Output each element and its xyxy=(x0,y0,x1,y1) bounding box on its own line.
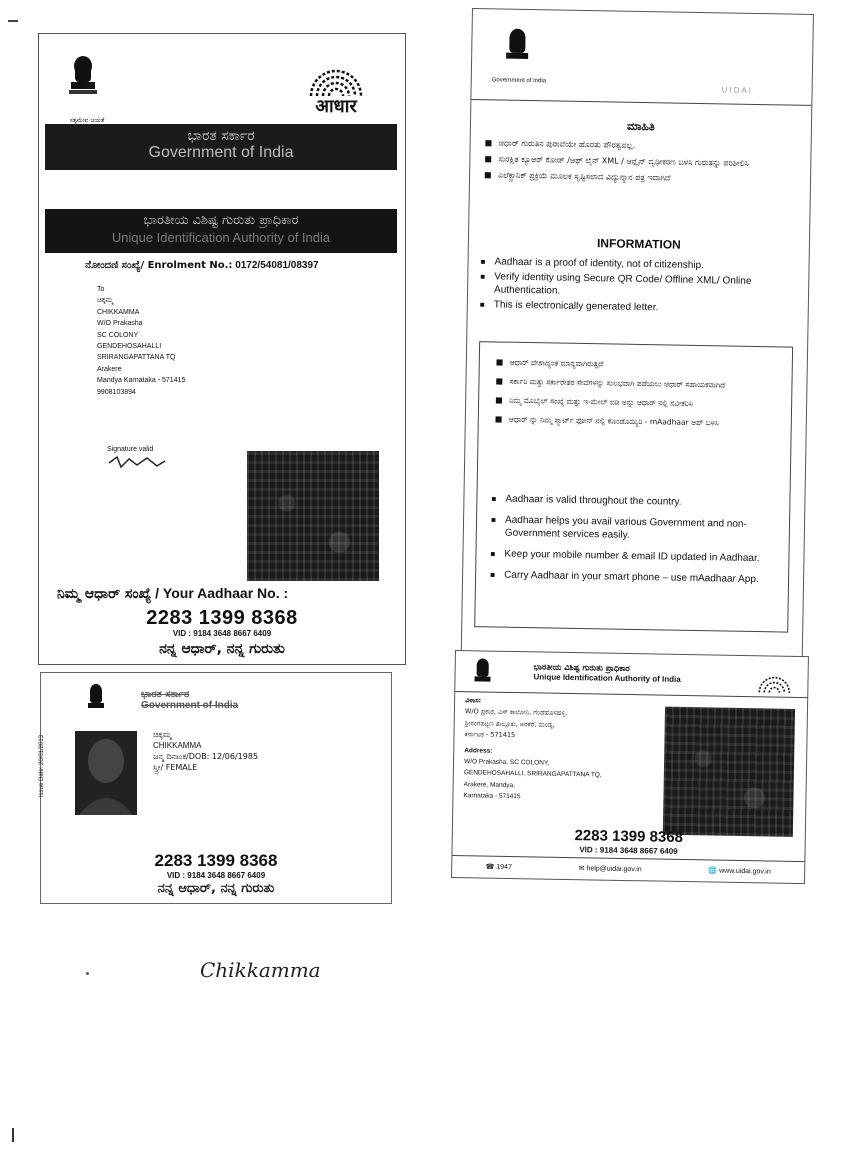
card-tagline: ನನ್ನ ಆಧಾರ್, ನನ್ನ ಗುರುತು xyxy=(157,881,275,896)
globe-icon: 🌐 xyxy=(708,867,718,875)
address-line: To xyxy=(97,286,105,293)
vid-number: VID : 9184 3648 8667 6409 xyxy=(172,629,272,638)
signature-scribble-icon xyxy=(107,453,167,473)
phone-icon: ☎ xyxy=(485,863,495,871)
uidai-kannada: ಭಾರತೀಯ ವಿಶಿಷ್ಟ ಗುರುತು ಪ್ರಾಧಿಕಾರ xyxy=(143,213,299,228)
kannada-benefits-list xyxy=(495,356,766,429)
address-line: 9908103894 xyxy=(97,388,136,396)
list-item: ■ ಸುರಕ್ಷಿತ ಕ್ಯೂಆರ್ ಕೋಡ್ /ಆಫ್ ಲೈನ್ XML / ಆನ್ಲೈನ್ ದೃಢೀಕರಣ ಬಳಸಿ ಗುರುತನ್ನು ಪರಿಶೀಲಿಸಿ xyxy=(484,153,784,170)
national-emblem-icon xyxy=(471,657,494,691)
left-aadhaar-letter xyxy=(38,33,406,665)
government-banner xyxy=(45,124,397,170)
aadhaar-logo-icon xyxy=(755,670,793,697)
scan-mark xyxy=(8,20,18,22)
gov-english: Government of India xyxy=(148,144,294,161)
aadhaar-number: 2283 1399 8368 xyxy=(146,607,298,629)
footer-email: ✉ help@uidai.gov.in xyxy=(578,865,642,874)
card-address: ವಿಳಾಸ: W/O ಪ್ರಕಾಶ, ಎಸ್ ಕಾಲೋನಿ, ಗೆಂಡೆಹೊಸಹಳ್ಳಿ, ಶ್ರೀರಂಗಪಟ್ಟಣ ತಾಲ್ಲೂಕು, ಅರಕೆರೆ, ಮಂಡ್ಯ, ಕರ್ನಾಟಕ - 571415 Address: W/O Prakasha, SC COLONY, GENDEHOSAHALLI, SRIRANGAPATTANA TQ, Arakere, Mandya, Karnataka - 571415 xyxy=(463,696,602,801)
kannada-info-list xyxy=(484,137,785,186)
list-item: ■ Carry Aadhaar in your smart phone – use mAadhaar App. xyxy=(490,568,774,586)
card-footer xyxy=(452,855,804,882)
card-header-uidai: ಭಾರತೀಯ ವಿಶಿಷ್ಟ ಗುರುತು ಪ್ರಾಧಿಕಾರ Unique Identification Authority of India xyxy=(533,662,681,684)
heading-information: INFORMATION xyxy=(596,236,681,252)
uidai-banner xyxy=(45,209,397,253)
national-emblem-icon xyxy=(65,52,101,112)
information-list xyxy=(480,255,799,317)
signature-label: Signature valid xyxy=(107,446,154,453)
handwritten-signature: Chikkamma xyxy=(200,958,321,982)
address-line: SC COLONY xyxy=(97,331,139,339)
gov-kannada: ಭಾರತ ಸರ್ಕಾರ xyxy=(187,128,255,144)
signature-valid xyxy=(107,446,167,475)
scan-mark xyxy=(86,972,89,975)
footer-phone: ☎ 1947 xyxy=(485,863,512,872)
list-item: ■ This is electronically generated letter. xyxy=(480,298,798,317)
aadhaar-logo-text: आधार xyxy=(315,96,357,117)
holder-photo xyxy=(75,731,137,815)
national-emblem-icon xyxy=(502,26,533,77)
card-vid: VID : 9184 3648 8667 6409 xyxy=(579,845,678,856)
scan-mark xyxy=(12,1128,14,1142)
address-line: ಚಿಕ್ಕಮ್ಮ xyxy=(97,296,114,305)
list-item: ■ ಆಧಾರ್ ನ್ನು ನಿಮ್ಮ ಸ್ಮಾರ್ಟ್ ಫೋನ್ ನಲ್ಲಿ ಕೊಂಡೊಯ್ಯಿರಿ - mAadhaar ಆಪ್ ಬಳಸಿ xyxy=(495,413,765,429)
aadhaar-benefits-box xyxy=(474,341,793,632)
card-vid: VID : 9184 3648 8667 6409 xyxy=(166,871,266,880)
address-line: Arakere xyxy=(97,365,122,373)
list-item: ■ ಆಧಾರ್ ಗುರುತಿನ ಪುರಾವೆಯೇ ಹೊರತು ಪೌರತ್ವವಲ್ಲ. xyxy=(485,137,785,154)
address-line: CHIKKAMMA xyxy=(97,308,140,316)
list-item: ■ ನಿಮ್ಮ ಮೊಬೈಲ್ ಸಂಖ್ಯೆ ಮತ್ತು ಇ-ಮೇಲ್ ಐಡಿ ಅನ್ನು ಆಧಾರ್ ನಲ್ಲಿ ನವೀಕರಿಸಿ xyxy=(495,394,765,410)
person-silhouette-icon xyxy=(75,731,137,815)
heading-kannada: ಮಾಹಿತಿ xyxy=(626,119,655,134)
qr-code xyxy=(663,707,795,837)
holder-details: ಚಿಕ್ಕಮ್ಮ CHIKKAMMA ಜನ್ಮ ದಿನಾಂಕ/DOB: 12/06/1985 ಸ್ತ್ರೀ/ FEMALE xyxy=(153,730,259,772)
benefits-list xyxy=(490,492,776,586)
list-item: ■ Aadhaar helps you avail various Government and non-Government services easily. xyxy=(491,513,775,544)
list-item: ■ Verify identity using Secure QR Code/ Offline XML/ Online Authentication. xyxy=(480,270,798,302)
address-line: Mandya Karnataka - 571415 xyxy=(97,377,186,385)
enrolment-label: ನೋಂದಣಿ ಸಂಖ್ಯೆ/ Enrolment No.: xyxy=(85,260,233,271)
list-item: ■ ಆಧಾರ್ ದೇಶಾದ್ಯಂತ ಮಾನ್ಯವಾಗಿರುತ್ತದೆ xyxy=(496,356,766,372)
recipient-address xyxy=(97,284,185,398)
right-aadhaar-letter xyxy=(461,8,814,658)
enrolment-row xyxy=(85,260,319,271)
your-aadhaar-label: ನಿಮ್ಮ ಆಧಾರ್ ಸಂಖ್ಯೆ / Your Aadhaar No. : xyxy=(57,585,289,602)
id-card-front xyxy=(40,672,392,904)
list-item: ■ Keep your mobile number & email ID updated in Aadhaar. xyxy=(490,547,774,565)
national-emblem-icon xyxy=(85,683,107,719)
qr-code xyxy=(247,451,379,581)
emblem-caption: Government of India xyxy=(491,77,547,85)
list-item: ■ ಎಲೆಕ್ಟ್ರಾನಿಕ್ ಪ್ರಕ್ರಿಯೆ ಮೂಲಕ ಸೃಷ್ಟಿಸಲಾದ ವಿದ್ಯುನ್ಮಾನ ಪತ್ರ ಇದಾಗಿದೆ xyxy=(484,169,784,186)
uidai-english: Unique Identification Authority of India xyxy=(111,230,331,245)
enrolment-number: 0172/54081/08397 xyxy=(235,260,319,271)
list-item: ■ ಸರ್ಕಾರಿ ಮತ್ತು ಸರ್ಕಾರೇತರ ಸೇವೆಗಳನ್ನು ಸುಲಭವಾಗಿ ಪಡೆಯಲು ಆಧಾರ್ ಸಹಾಯಕವಾಗಿದೆ xyxy=(495,375,765,391)
address-line: W/O Prakasha xyxy=(97,320,143,328)
list-item: ■ Aadhaar is valid throughout the country. xyxy=(491,492,775,510)
list-item: ■ Aadhaar is a proof of identity, not of citizenship. xyxy=(480,255,798,274)
card-aadhaar-number: 2283 1399 8368 xyxy=(154,851,278,870)
address-line: GENDEHOSAHALLI xyxy=(97,343,162,351)
id-card-back xyxy=(451,650,809,884)
tagline: ನನ್ನ ಆಧಾರ್, ನನ್ನ ಗುರುತು xyxy=(159,641,285,657)
card-header-gov: ಭಾರತ ಸರ್ಕಾರ Government of India xyxy=(141,689,239,711)
footer-web: 🌐 www.uidai.gov.in xyxy=(708,867,771,876)
address-line: SRIRANGAPATTANA TQ xyxy=(97,354,176,362)
email-icon: ✉ xyxy=(578,865,585,873)
emblem-caption: ಸತ್ಯಮೇವ ಜಯತೆ xyxy=(69,117,105,124)
card-aadhaar-number: 2283 1399 8368 xyxy=(574,827,684,847)
divider xyxy=(471,99,811,106)
issue-date-vertical: Issue Date: 20/01/2013 xyxy=(39,734,46,798)
uidai-stamp: UIDAI xyxy=(721,85,754,95)
